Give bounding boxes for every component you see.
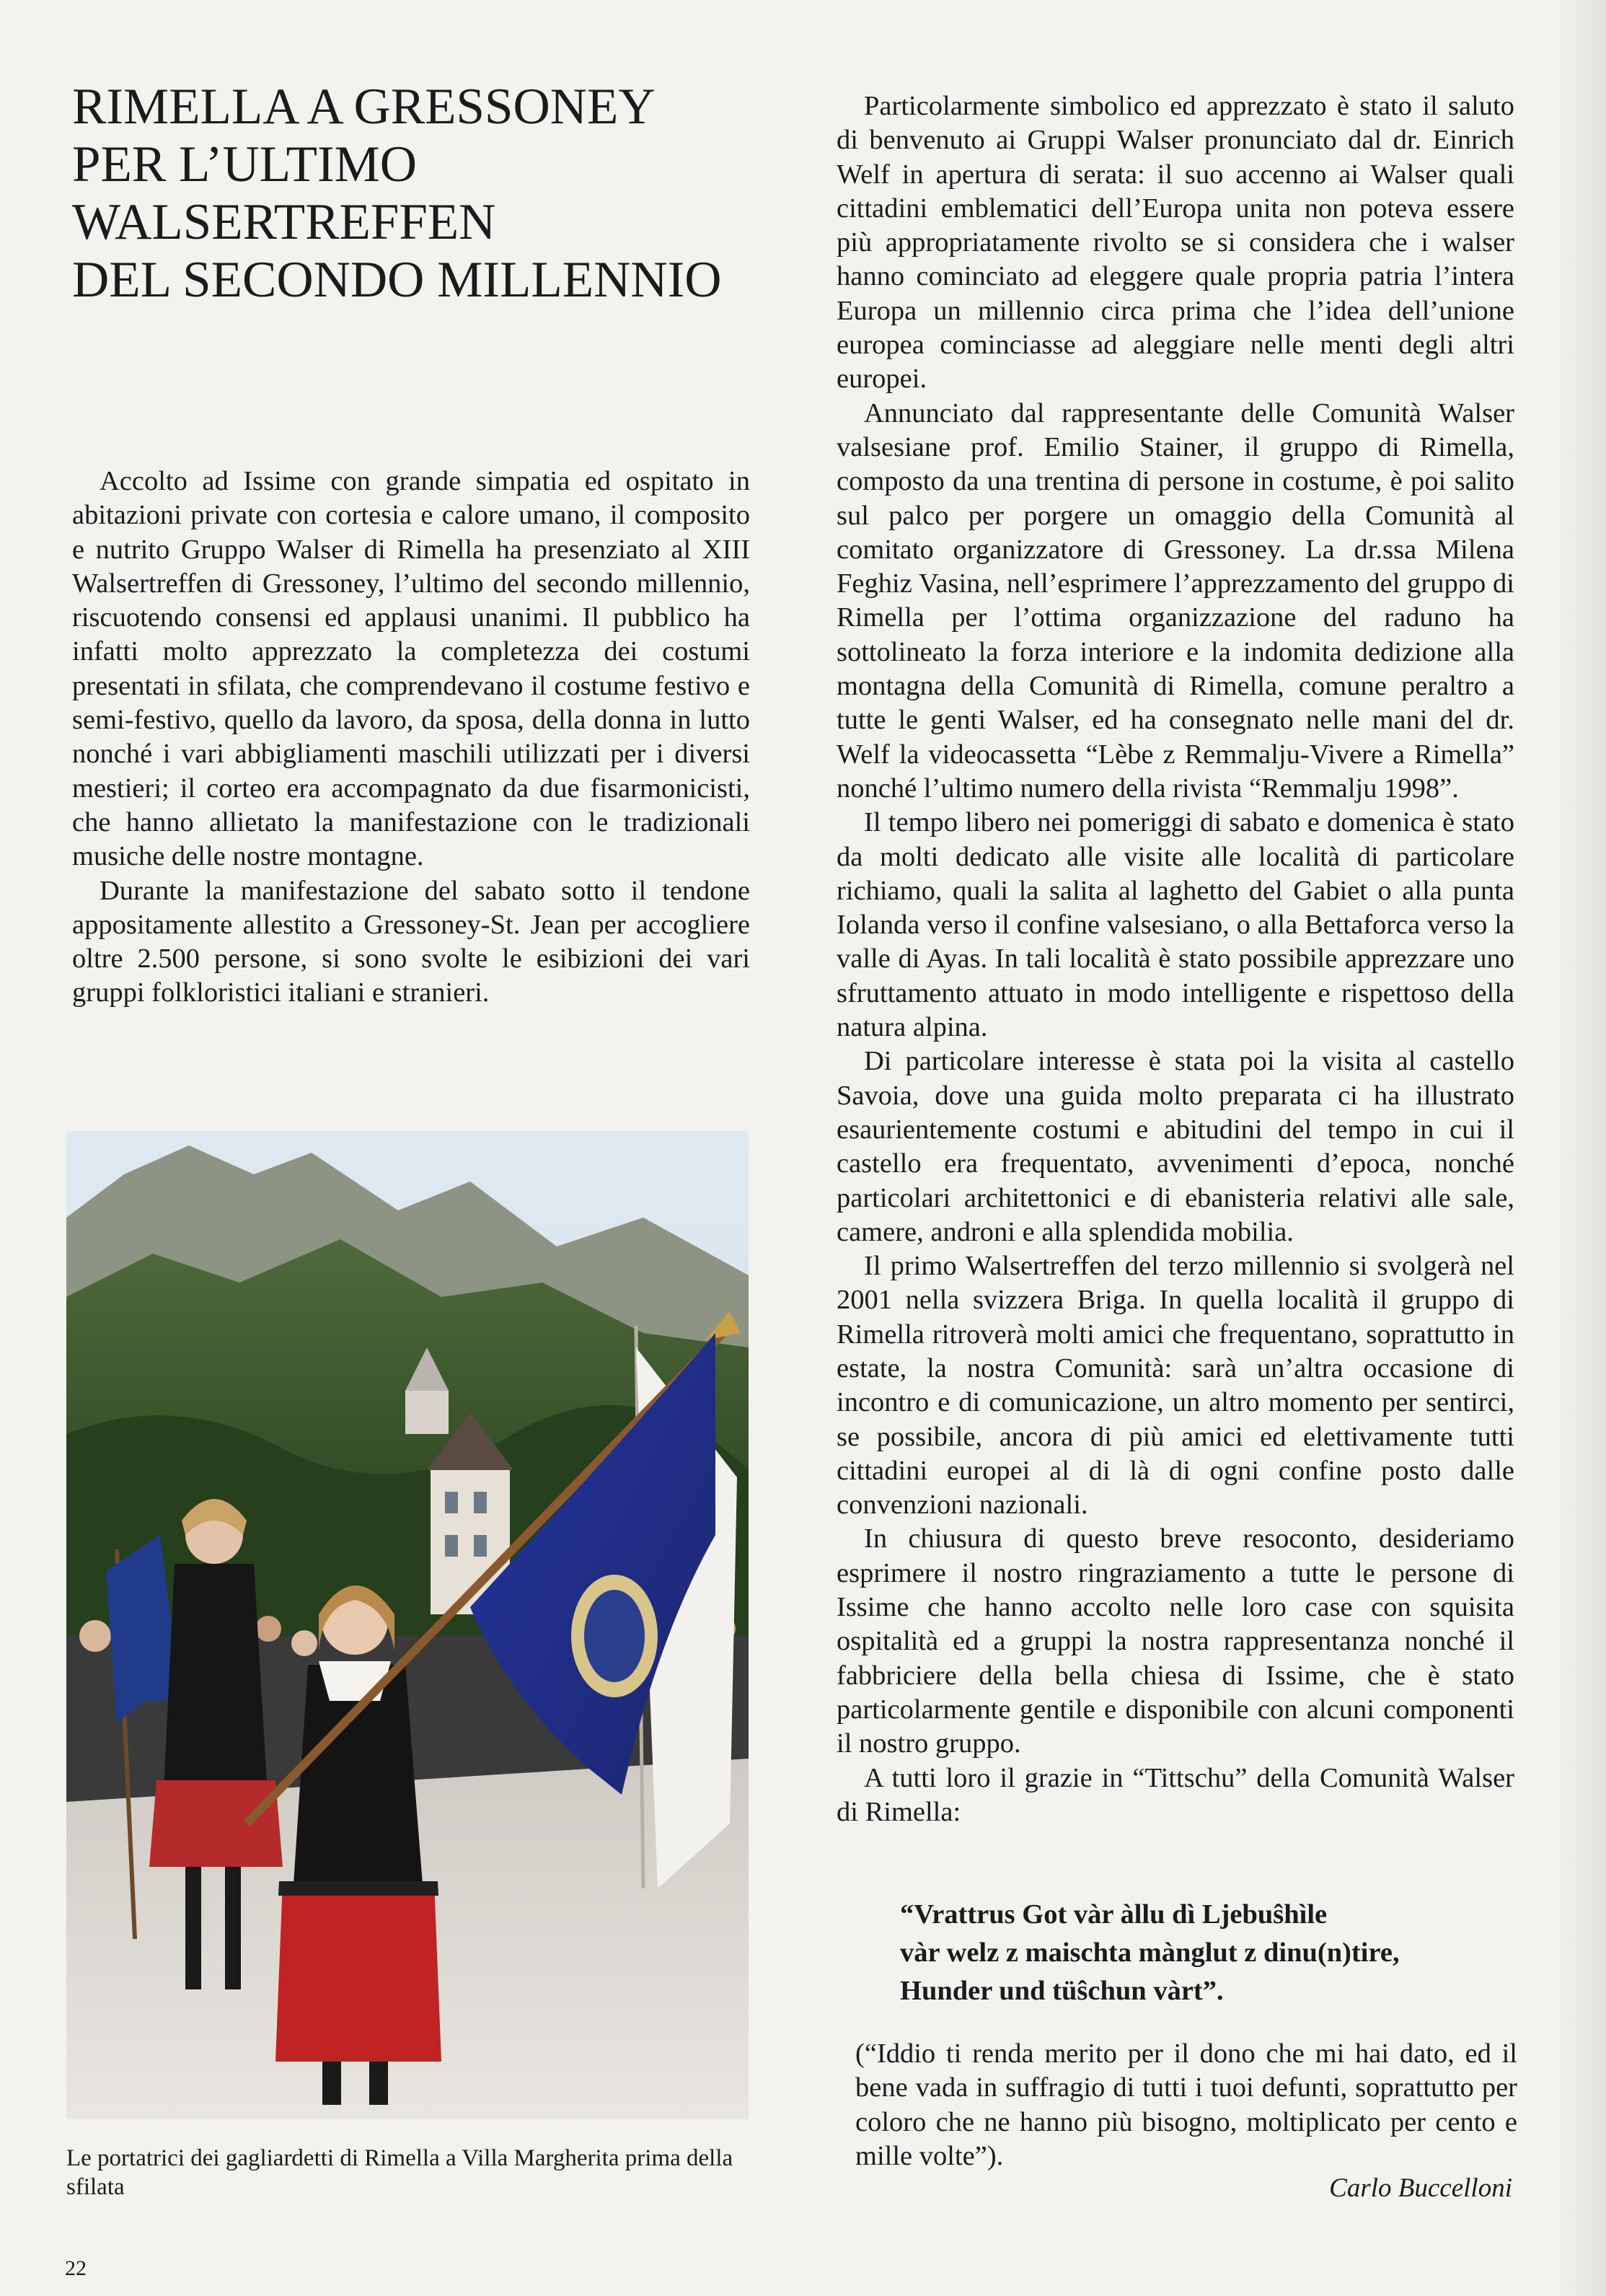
title-line: WALSERTREFFEN — [72, 194, 496, 250]
author-signature: Carlo Buccelloni — [1329, 2173, 1512, 2203]
photo-caption: Le portatrici dei gagliardetti di Rimella a Villa Margherita prima della sfilata — [66, 2145, 733, 2200]
paragraph: Il tempo libero nei pomeriggi di sabato e domenica è stato da molti dedicato alle visite alle località di particolare richiamo, quali la salita al laghetto del Gabiet o alla punta Iolanda verso il confine valsesiano, o alla Bettaforca verso la valle di Ayas. In tali località è stato possibile apprezzare uno sfruttamento attuato in modo intelligente e rispettoso della natura alpina. — [837, 807, 1514, 1043]
paragraph: Annunciato dal rappresentante delle Comunità Walser valsesiane prof. Emilio Stainer, il gruppo di Rimella, composto da una trentina di persone in costume, è poi salito sul palco per porgere un omaggio della Comunità al comitato organizzatore di Gressoney. La dr.ssa Milena Feghiz Vasina, nell’esprimere l’apprezzamento del gruppo di Rimella per l’ottima organizzazione del raduno ha sottolineato la forza interiore e la indomita dedizione alla montagna della Comunità di Rimella, comune peraltro a tutte le genti Walser, ed ha consegnato nelle mani del dr. Welf la videocassetta “Lèbe z Remmalju-Vivere a Rimella” nonché l’ultimo numero della rivista “Remmalju 1998”. — [837, 397, 1514, 804]
paragraph: Il primo Walsertreffen del terzo millennio si svolgerà nel 2001 nella svizzera Briga. In quella località il gruppo di Rimella ritroverà molti amici che frequentano, soprattutto in estate, la nostra Comunità: sarà un’altra occasione di incontro e di comunicazione, un altro momento per sentirci, se possibile, ancora di più amici ed elettivamente tutti cittadini europei al di là di ogni confine posto dalle convenzioni nazionali. — [837, 1251, 1514, 1521]
photo — [66, 1131, 749, 2119]
title-line: RIMELLA A GRESSONEY — [72, 79, 656, 135]
title-line: PER L’ULTIMO — [72, 136, 418, 193]
paragraph: A tutti loro il grazie in “Tittschu” della Comunità Walser di Rimella: — [837, 1762, 1514, 1827]
paragraph: Durante la manifestazione del sabato sotto il tendone appositamente allestito a Gressoney-St. Jean per accogliere oltre 2.500 persone, si sono svolte le esibizioni dei vari gruppi folkloristici italiani e stranieri. — [72, 875, 750, 1008]
walser-quote — [900, 1896, 1520, 2010]
quote-translation: (“Iddio ti renda merito per il dono che mi hai dato, ed il bene vada in suffragio di tutti i tuoi defunti, soprattutto per coloro che ne hanno più bisogno, moltiplicato per cento e mille volte”). — [855, 2038, 1517, 2171]
paragraph: In chiusura di questo breve resoconto, desideriamo esprimere il nostro ringraziamento a tutte le persone di Issime che hanno accolto nelle loro case con squisita ospitalità ed a gruppi la nostra rappresentanza nonché il fabbriciere della bella chiesa di Issime, che è stato particolarmente gentile e disponibile con alcuni componenti il nostro gruppo. — [837, 1523, 1514, 1759]
paragraph: Di particolare interesse è stata poi la visita al castello Savoia, dove una guida molto preparata ci ha illustrato esaurientemente costumi e abitudini del tempo in cui il castello era frequentato, avvenimenti d’epoca, nonché particolari architettonici e di ebanisteria relativi alle sale, camere, androni e alla splendida mobilia. — [837, 1046, 1514, 1247]
photo-illustration — [66, 1131, 749, 2119]
page-edge-shadow — [1556, 0, 1606, 2296]
right-column — [837, 89, 1514, 1829]
quote-line: vàr welz z maischta mànglut z dinu(n)tire, — [900, 1937, 1400, 1968]
paragraph: Particolarmente simbolico ed apprezzato è stato il saluto di benvenuto ai Gruppi Walser pronunciato dal dr. Einrich Welf in apertura di serata: il suo accenno ai Walser quali cittadini emblematici dell’Europa unita non poteva essere più appropriatamente rivolto se si considera che i walser hanno cominciato ad eleggere quale propria patria l’intera Europa un millennio circa prima che l’idea dell’unione europea cominciasse ad aleggiare nelle menti degli altri europei. — [837, 91, 1514, 395]
article-title — [72, 78, 793, 309]
quote-line: “Vrattrus Got vàr àllu dì Ljebuŝhìle — [900, 1899, 1328, 1930]
quote-line: Hunder und tüŝchun vàrt”. — [900, 1976, 1224, 2006]
title-line: DEL SECONDO MILLENNIO — [72, 252, 722, 308]
left-column — [72, 465, 750, 1011]
page-number: 22 — [65, 2256, 87, 2280]
paragraph: Accolto ad Issime con grande simpatia ed ospitato in abitazioni private con cortesia e calore umano, il composito e nutrito Gruppo Walser di Rimella ha presenziato al XIII Walsertreffen di Gressoney, l’ultimo del secondo millennio, riscuotendo consensi ed applausi unanimi. Il pubblico ha infatti molto apprezzato la completezza dei costumi presentati in sfilata, che comprendevano il costume festivo e semi-festivo, quello da lavoro, da sposa, della donna in lutto nonché i vari abbigliamenti maschili utilizzati per i diversi mestieri; il corteo era accompagnato da due fisarmonicisti, che hanno allietato la manifestazione con le tradizionali musiche delle nostre montagne. — [72, 466, 750, 872]
